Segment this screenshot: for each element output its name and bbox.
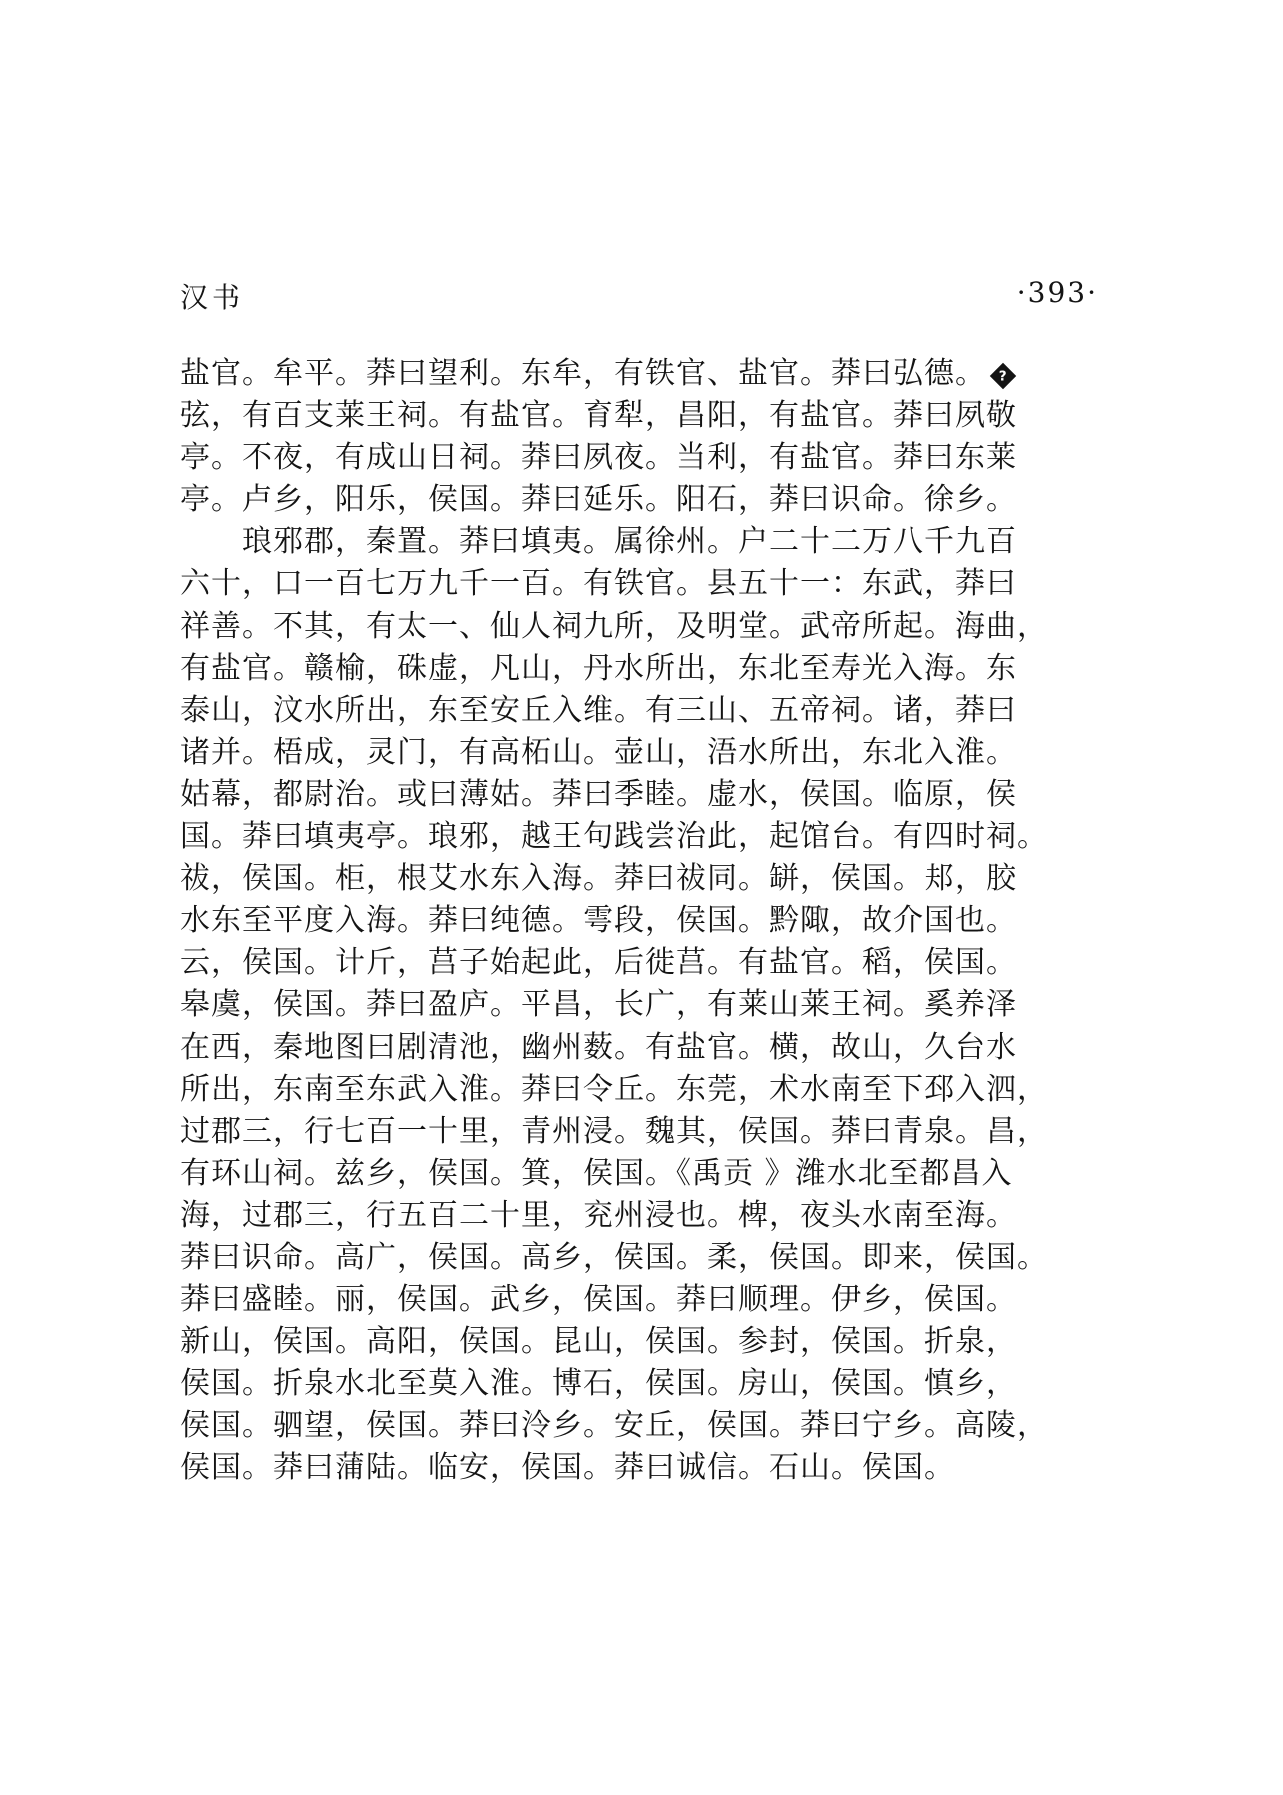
page-header	[180, 270, 1098, 320]
text-line: 皋虞，侯国。莽曰盈庐。平昌，长广，有莱山莱王祠。奚养泽	[180, 987, 1017, 1023]
text-line: 侯国。莽曰蒲陆。临安，侯国。莽曰诚信。石山。侯国。	[180, 1450, 955, 1486]
text-line: 过郡三，行七百一十里，青州浸。魏其，侯国。莽曰青泉。昌，	[180, 1113, 1048, 1149]
text-line: 亭。卢乡，阳乐，侯国。莽曰延乐。阳石，莽曰识命。徐乡。	[180, 482, 1017, 518]
text-line: 祓，侯国。柜，根艾水东入海。莽曰祓同。缾，侯国。邞，胶	[180, 861, 1017, 897]
text-line: 云，侯国。计斤，莒子始起此，后徙莒。有盐官。稻，侯国。	[180, 945, 1017, 981]
text-line: 姑幕，都尉治。或曰薄姑。莽曰季睦。虚水，侯国。临原，侯	[180, 776, 1017, 812]
text-line: 亭。不夜，有成山日祠。莽曰夙夜。当利，有盐官。莽曰东莱	[180, 440, 1017, 476]
text-line: 琅邪郡，秦置。莽曰填夷。属徐州。户二十二万八千九百	[180, 524, 1017, 560]
text-line: 国。莽曰填夷亭。琅邪，越王句践尝治此，起馆台。有四时祠。	[180, 819, 1048, 855]
text-line: 在西，秦地图曰剧清池，幽州薮。有盐官。横，故山，久台水	[180, 1029, 1017, 1065]
text-line: 弦，有百支莱王祠。有盐官。育犁，昌阳，有盐官。莽曰夙敬	[180, 398, 1017, 434]
page-number: ·393·	[1016, 276, 1098, 309]
text-line: 海，过郡三，行五百二十里，兖州浸也。椑，夜头水南至海。	[180, 1197, 1017, 1233]
text-line: 有盐官。赣榆，硃虚，凡山，丹水所出，东北至寿光入海。东	[180, 650, 1017, 686]
text-line: 祥善。不其，有太一、仙人祠九所，及明堂。武帝所起。海曲，	[180, 608, 1048, 644]
body-text	[180, 353, 1100, 1490]
text-line: 诸并。梧成，灵门，有高柘山。壶山，浯水所出，东北入淮。	[180, 734, 1017, 770]
line-text: 盐官。牟平。莽曰望利。东牟，有铁官、盐官。莽曰弘德。	[180, 356, 986, 391]
text-line: 有环山祠。兹乡，侯国。箕，侯国。《禹贡 》潍水北至都昌入	[180, 1155, 1013, 1191]
text-line: 新山，侯国。高阳，侯国。昆山，侯国。参封，侯国。折泉，	[180, 1324, 1017, 1360]
missing-glyph-icon	[990, 363, 1016, 389]
book-title: 汉书	[180, 281, 245, 314]
text-line: 莽曰识命。高广，侯国。高乡，侯国。柔，侯国。即来，侯国。	[180, 1239, 1048, 1275]
text-line	[180, 353, 1100, 395]
missing-glyph-mark: ?	[998, 367, 1008, 384]
text-line: 所出，东南至东武入淮。莽曰令丘。东莞，术水南至下邳入泗，	[180, 1071, 1048, 1107]
text-line: 莽曰盛睦。丽，侯国。武乡，侯国。莽曰顺理。伊乡，侯国。	[180, 1282, 1017, 1318]
text-line: 泰山，汶水所出，东至安丘入维。有三山、五帝祠。诸，莽曰	[180, 692, 1017, 728]
text-line: 六十，口一百七万九千一百。有铁官。县五十一：东武，莽曰	[180, 566, 1017, 602]
text-line: 侯国。折泉水北至莫入淮。博石，侯国。房山，侯国。慎乡，	[180, 1366, 1017, 1402]
text-line: 水东至平度入海。莽曰纯德。雩段，侯国。黔陬，故介国也。	[180, 903, 1017, 939]
text-line: 侯国。驷望，侯国。莽曰泠乡。安丘，侯国。莽曰宁乡。高陵，	[180, 1408, 1048, 1444]
